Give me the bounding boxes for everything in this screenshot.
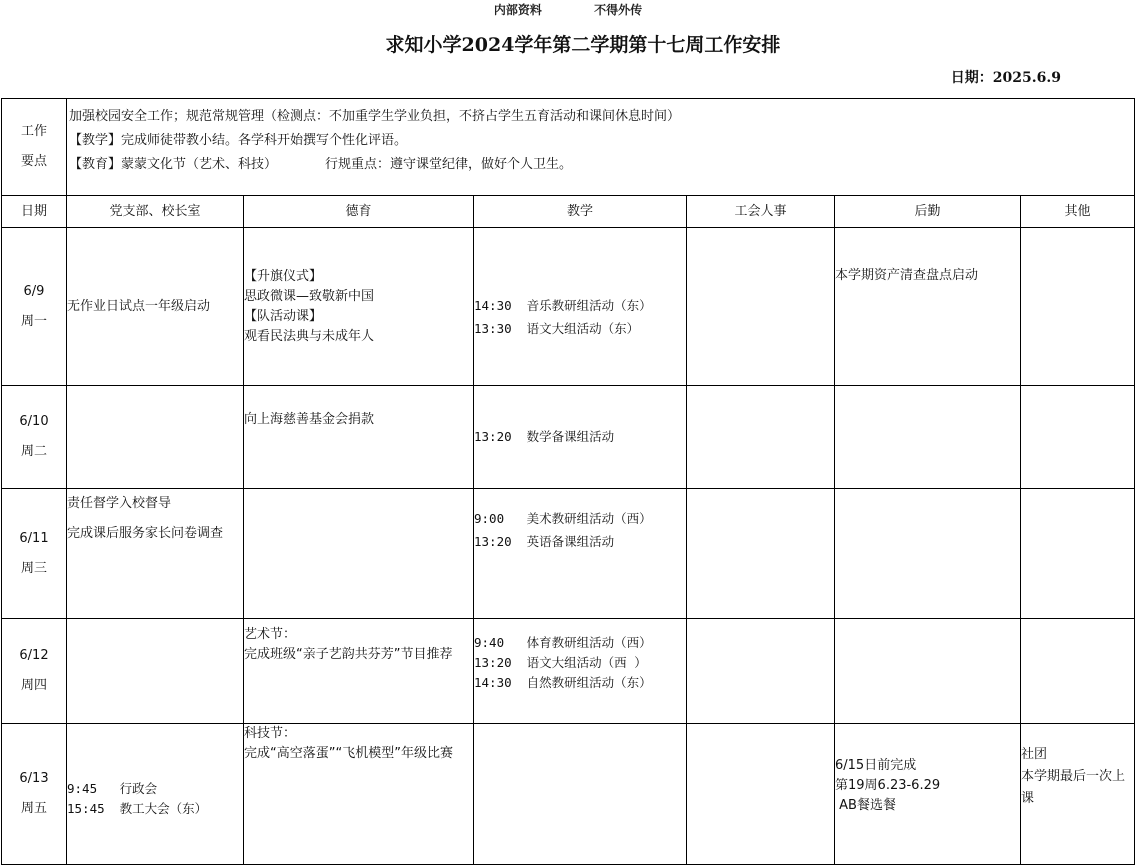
key-point-safety: 加强校园安全工作；规范常规管理（检测点：不加重学生学业负担，不挤占学生五育活动和课间休息时间） (69, 109, 681, 124)
teaching-cell (474, 619, 687, 724)
union-cell (687, 489, 835, 619)
cell-line: 14:30 自然教研组活动（东） (474, 675, 652, 690)
day-cell (2, 724, 67, 865)
col-header-teaching: 教学 (474, 196, 687, 228)
col-header-date: 日期 (2, 196, 67, 228)
teaching-cell (474, 724, 687, 865)
day-cell (2, 228, 67, 386)
cell-line: 【队活动课】 (244, 308, 323, 324)
schedule-table (1, 98, 1135, 865)
day-date: 6/12 (19, 648, 49, 663)
logistics-cell (835, 386, 1021, 489)
cell-line: 社团 (1021, 747, 1048, 762)
key-label-line1: 工作 (20, 124, 47, 139)
other-cell (1021, 228, 1135, 386)
party-cell (67, 489, 244, 619)
union-cell (687, 724, 835, 865)
col-header-party: 党支部、校长室 (67, 196, 244, 228)
day-date: 6/10 (19, 414, 49, 429)
cell-line: 13:20 数学备课组活动 (474, 429, 615, 444)
key-points-label (2, 99, 67, 196)
party-cell (67, 724, 244, 865)
key-points-row (2, 99, 1135, 196)
logistics-cell (835, 724, 1021, 865)
day-date: 6/11 (19, 530, 49, 546)
column-header-row (2, 196, 1135, 228)
teaching-cell (474, 228, 687, 386)
logistics-cell (835, 228, 1021, 386)
moral-cell (244, 386, 474, 489)
other-cell (1021, 489, 1135, 619)
logistics-cell (835, 619, 1021, 724)
day-weekday: 周五 (20, 801, 47, 816)
party-cell (67, 228, 244, 386)
table-row (2, 489, 1135, 619)
moral-cell (244, 619, 474, 724)
col-header-other: 其他 (1021, 196, 1135, 228)
cell-line: 13:30 语文大组活动（东） (474, 321, 640, 336)
moral-cell (244, 228, 474, 386)
cell-line: 9:45 行政会 (67, 781, 158, 796)
page-title: 求知小学2024学年第二学期第十七周工作安排 (385, 34, 781, 56)
cell-line: 9:40 体育教研组活动（西） (474, 635, 652, 650)
party-cell (67, 386, 244, 489)
cell-line: 完成课后服务家长问卷调查 (67, 526, 224, 541)
other-cell (1021, 386, 1135, 489)
cell-line: 科技节： (244, 726, 297, 741)
day-weekday: 周三 (20, 560, 47, 576)
document-date: 日期：2025.6.9 (950, 70, 1061, 86)
day-weekday: 周二 (20, 444, 47, 459)
party-cell (67, 619, 244, 724)
cell-line: 完成“高空落蛋”“飞机模型”年级比赛 (244, 746, 453, 761)
day-date: 6/13 (19, 771, 49, 786)
day-date: 6/9 (23, 283, 45, 299)
key-point-culture-festival: 【教育】蒙蒙文化节（艺术、科技） (69, 157, 278, 172)
cell-line: 14:30 音乐教研组活动（东） (474, 298, 652, 313)
cell-line: 13:20 英语备课组活动 (474, 534, 615, 549)
cell-line: 第19周6.23-6.29 (835, 778, 941, 793)
col-header-moral: 德育 (244, 196, 474, 228)
union-cell (687, 619, 835, 724)
day-cell (2, 386, 67, 489)
cell-line: 观看民法典与未成年人 (244, 328, 375, 344)
cell-line: 完成班级“亲子艺韵共芬芳”节目推荐 (244, 647, 453, 662)
union-cell (687, 386, 835, 489)
cell-line: 本学期最后一次上课 (1021, 769, 1126, 806)
key-label-line2: 要点 (20, 154, 47, 169)
cell-line: 13:20 语文大组活动（西 ） (474, 655, 647, 670)
cell-line: 向上海慈善基金会捐款 (244, 412, 375, 427)
cell-line: 9:00 美术教研组活动（西） (474, 511, 652, 526)
logistics-cell (835, 489, 1021, 619)
cell-line: 6/15日前完成 (835, 758, 917, 773)
other-cell (1021, 619, 1135, 724)
teaching-cell (474, 489, 687, 619)
other-cell (1021, 724, 1135, 865)
internal-notice (0, 1, 1136, 18)
key-point-teaching: 【教学】完成师徒带教小结。各学科开始撰写个性化评语。 (69, 133, 408, 148)
no-share-label: 不得外传 (594, 3, 643, 17)
cell-line: AB餐选餐 (835, 798, 896, 813)
table-row (2, 228, 1135, 386)
cell-line: 思政微课—致敬新中国 (244, 288, 375, 304)
moral-cell (244, 724, 474, 865)
col-header-logistics: 后勤 (835, 196, 1021, 228)
col-header-union: 工会人事 (687, 196, 835, 228)
key-point-education (69, 153, 1134, 177)
cell-line: 本学期资产清查盘点启动 (835, 268, 979, 283)
teaching-cell (474, 386, 687, 489)
cell-line: 【升旗仪式】 (244, 268, 323, 284)
table-row (2, 724, 1135, 865)
key-point-conduct: 行规重点：遵守课堂纪律，做好个人卫生。 (325, 157, 573, 172)
day-weekday: 周一 (20, 313, 47, 329)
cell-line: 无作业日试点一年级启动 (67, 298, 211, 314)
cell-line: 15:45 教工大会（东） (67, 801, 208, 816)
key-points-content (67, 99, 1135, 196)
table-row (2, 619, 1135, 724)
internal-material-label: 内部资料 (493, 3, 542, 17)
moral-cell (244, 489, 474, 619)
table-row (2, 386, 1135, 489)
day-cell (2, 489, 67, 619)
cell-line: 艺术节： (244, 627, 297, 642)
day-weekday: 周四 (20, 678, 47, 693)
day-cell (2, 619, 67, 724)
union-cell (687, 228, 835, 386)
cell-line: 责任督学入校督导 (67, 496, 172, 511)
